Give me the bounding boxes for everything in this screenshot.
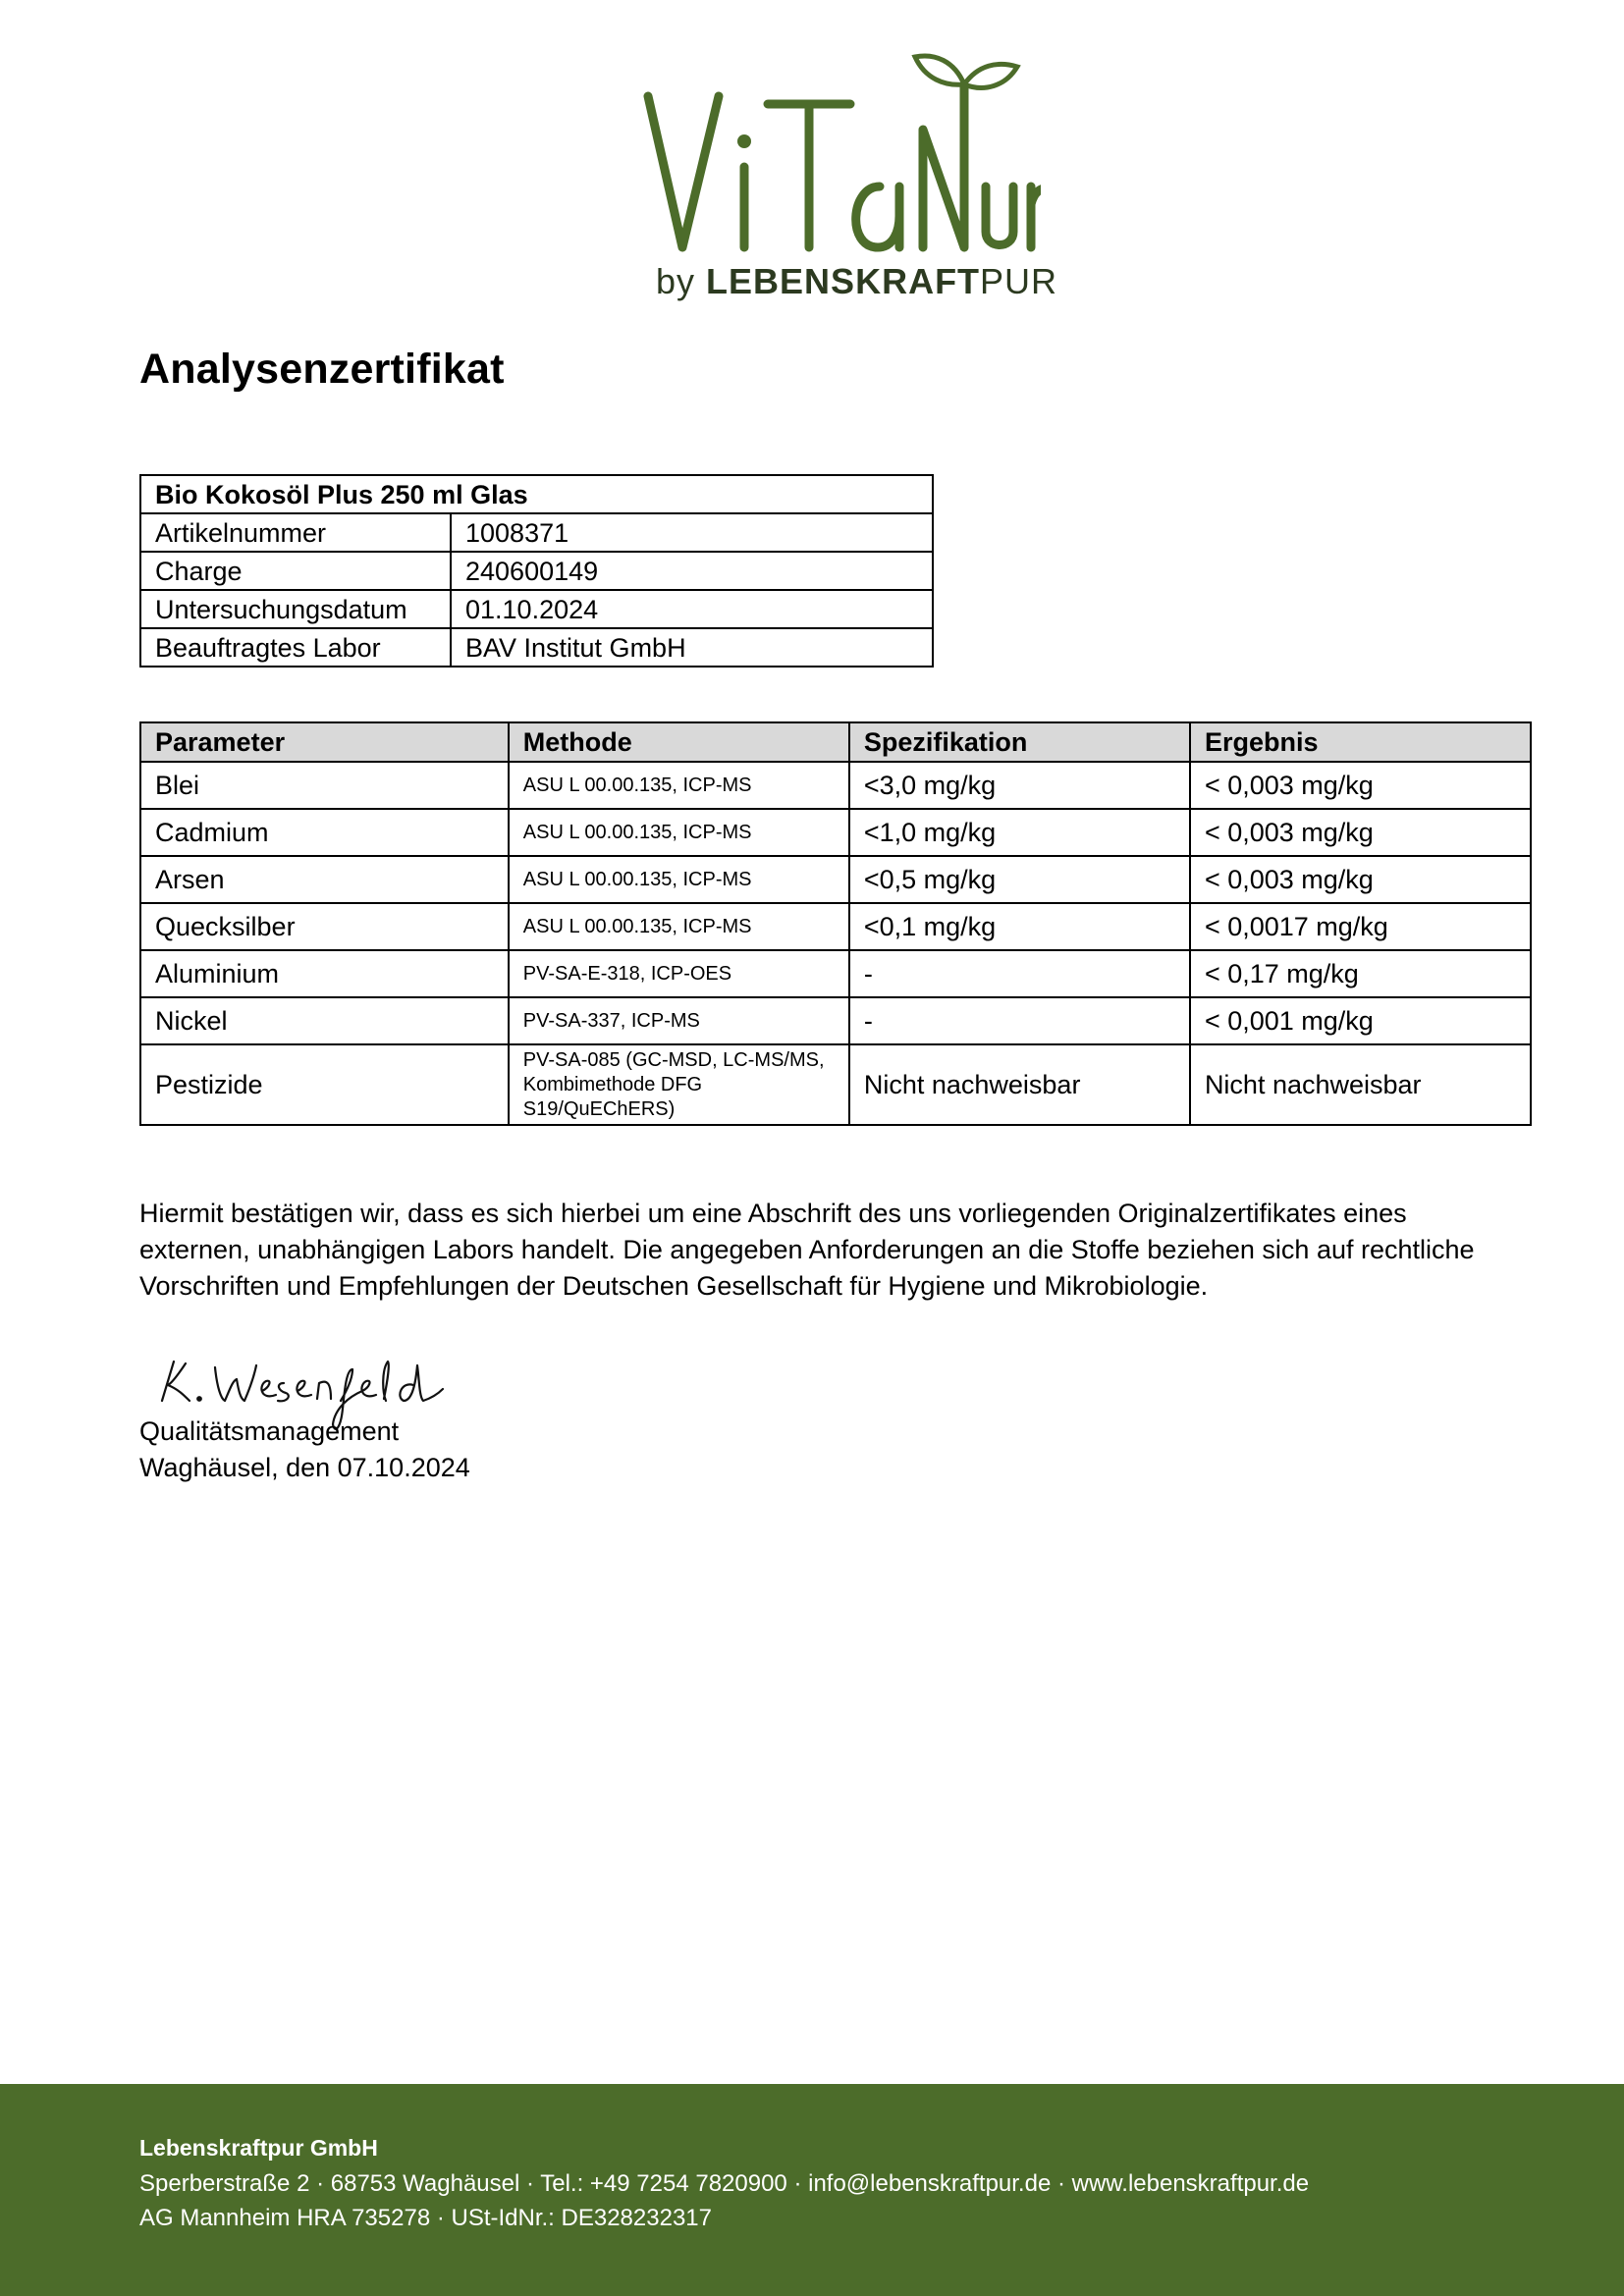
product-info-value: 240600149 [451,552,933,590]
footer-address: Sperberstraße 2 · 68753 Waghäusel · Tel.: +49 7254 7820900 · info@lebenskraftpur.de · www.lebenskraftpur.de [139,2170,1310,2197]
result-cell: < 0,001 mg/kg [1190,997,1531,1044]
logo-tagline-main: LEBENSKRAFT [706,261,981,301]
table-row [140,1044,1531,1125]
parameter-cell: Nickel [140,997,509,1044]
analysis-table [139,721,1532,1126]
product-info-label: Charge [140,552,451,590]
parameter-cell: Quecksilber [140,903,509,950]
table-row [140,903,1531,950]
page-title: Analysenzertifikat [139,346,505,393]
result-cell: Nicht nachweisbar [1190,1044,1531,1125]
method-cell: PV-SA-E-318, ICP-OES [509,950,849,997]
method-cell-multiline [509,1044,849,1125]
product-info-row [140,590,933,628]
table-row [140,856,1531,903]
table-row [140,809,1531,856]
product-info-table [139,474,934,667]
header-specification: Spezifikation [849,722,1190,762]
footer [0,2084,1624,2296]
method-cell: ASU L 00.00.135, ICP-MS [509,903,849,950]
method-cell: PV-SA-337, ICP-MS [509,997,849,1044]
spec-cell: - [849,950,1190,997]
parameter-cell: Aluminium [140,950,509,997]
spec-cell: <0,5 mg/kg [849,856,1190,903]
product-info-label: Untersuchungsdatum [140,590,451,628]
product-info-row [140,513,933,552]
table-row [140,762,1531,809]
footer-register: AG Mannheim HRA 735278 · USt-IdNr.: DE328232317 [139,2205,712,2231]
header-result: Ergebnis [1190,722,1531,762]
spec-cell: <3,0 mg/kg [849,762,1190,809]
parameter-cell: Blei [140,762,509,809]
header-method: Methode [509,722,849,762]
header-parameter: Parameter [140,722,509,762]
confirmation-statement [139,1196,1534,1305]
result-cell: < 0,003 mg/kg [1190,762,1531,809]
product-info-row [140,628,933,667]
product-info-label: Artikelnummer [140,513,451,552]
footer-company: Lebenskraftpur GmbH [139,2135,378,2161]
product-info-row [140,552,933,590]
logo-tagline-prefix: by [656,261,696,301]
result-cell: < 0,003 mg/kg [1190,809,1531,856]
statement-line: Hiermit bestätigen wir, dass es sich hierbei um eine Abschrift des uns vorliegenden Originalzertifikates eines [139,1199,1407,1228]
analysis-header-row [140,722,1531,762]
table-row [140,950,1531,997]
parameter-cell: Pestizide [140,1044,509,1125]
table-row [140,997,1531,1044]
product-info-value: 01.10.2024 [451,590,933,628]
method-cell: ASU L 00.00.135, ICP-MS [509,762,849,809]
spec-cell: <0,1 mg/kg [849,903,1190,950]
spec-cell: - [849,997,1190,1044]
method-cell: ASU L 00.00.135, ICP-MS [509,856,849,903]
method-line: PV-SA-085 (GC-MSD, LC-MS/MS, [522,1048,825,1071]
result-cell: < 0,003 mg/kg [1190,856,1531,903]
method-cell: ASU L 00.00.135, ICP-MS [509,809,849,856]
parameter-cell: Arsen [140,856,509,903]
method-line: Kombimethode DFG [522,1073,703,1095]
spec-cell: <1,0 mg/kg [849,809,1190,856]
product-name-row [140,475,933,513]
product-name: Bio Kokosöl Plus 250 ml Glas [140,475,933,513]
method-line: S19/QuEChERS) [522,1097,676,1120]
logo-tagline-suffix: PUR [980,261,1058,301]
result-cell: < 0,0017 mg/kg [1190,903,1531,950]
signature-place-date: Waghäusel, den 07.10.2024 [139,1453,470,1482]
statement-line: Vorschriften und Empfehlungen der Deutschen Gesellschaft für Hygiene und Mikrobiologie. [139,1271,1209,1301]
logo-tagline [656,261,1057,302]
product-info-label: Beauftragtes Labor [140,628,451,667]
spec-cell: Nicht nachweisbar [849,1044,1190,1125]
product-info-value: BAV Institut GmbH [451,628,933,667]
parameter-cell: Cadmium [140,809,509,856]
signer-role: Qualitätsmanagement [139,1416,400,1446]
product-info-value: 1008371 [451,513,933,552]
statement-line: externen, unabhängigen Labors handelt. Die angegeben Anforderungen an die Stoffe beziehen sich auf rechtliche [139,1235,1475,1264]
result-cell: < 0,17 mg/kg [1190,950,1531,997]
